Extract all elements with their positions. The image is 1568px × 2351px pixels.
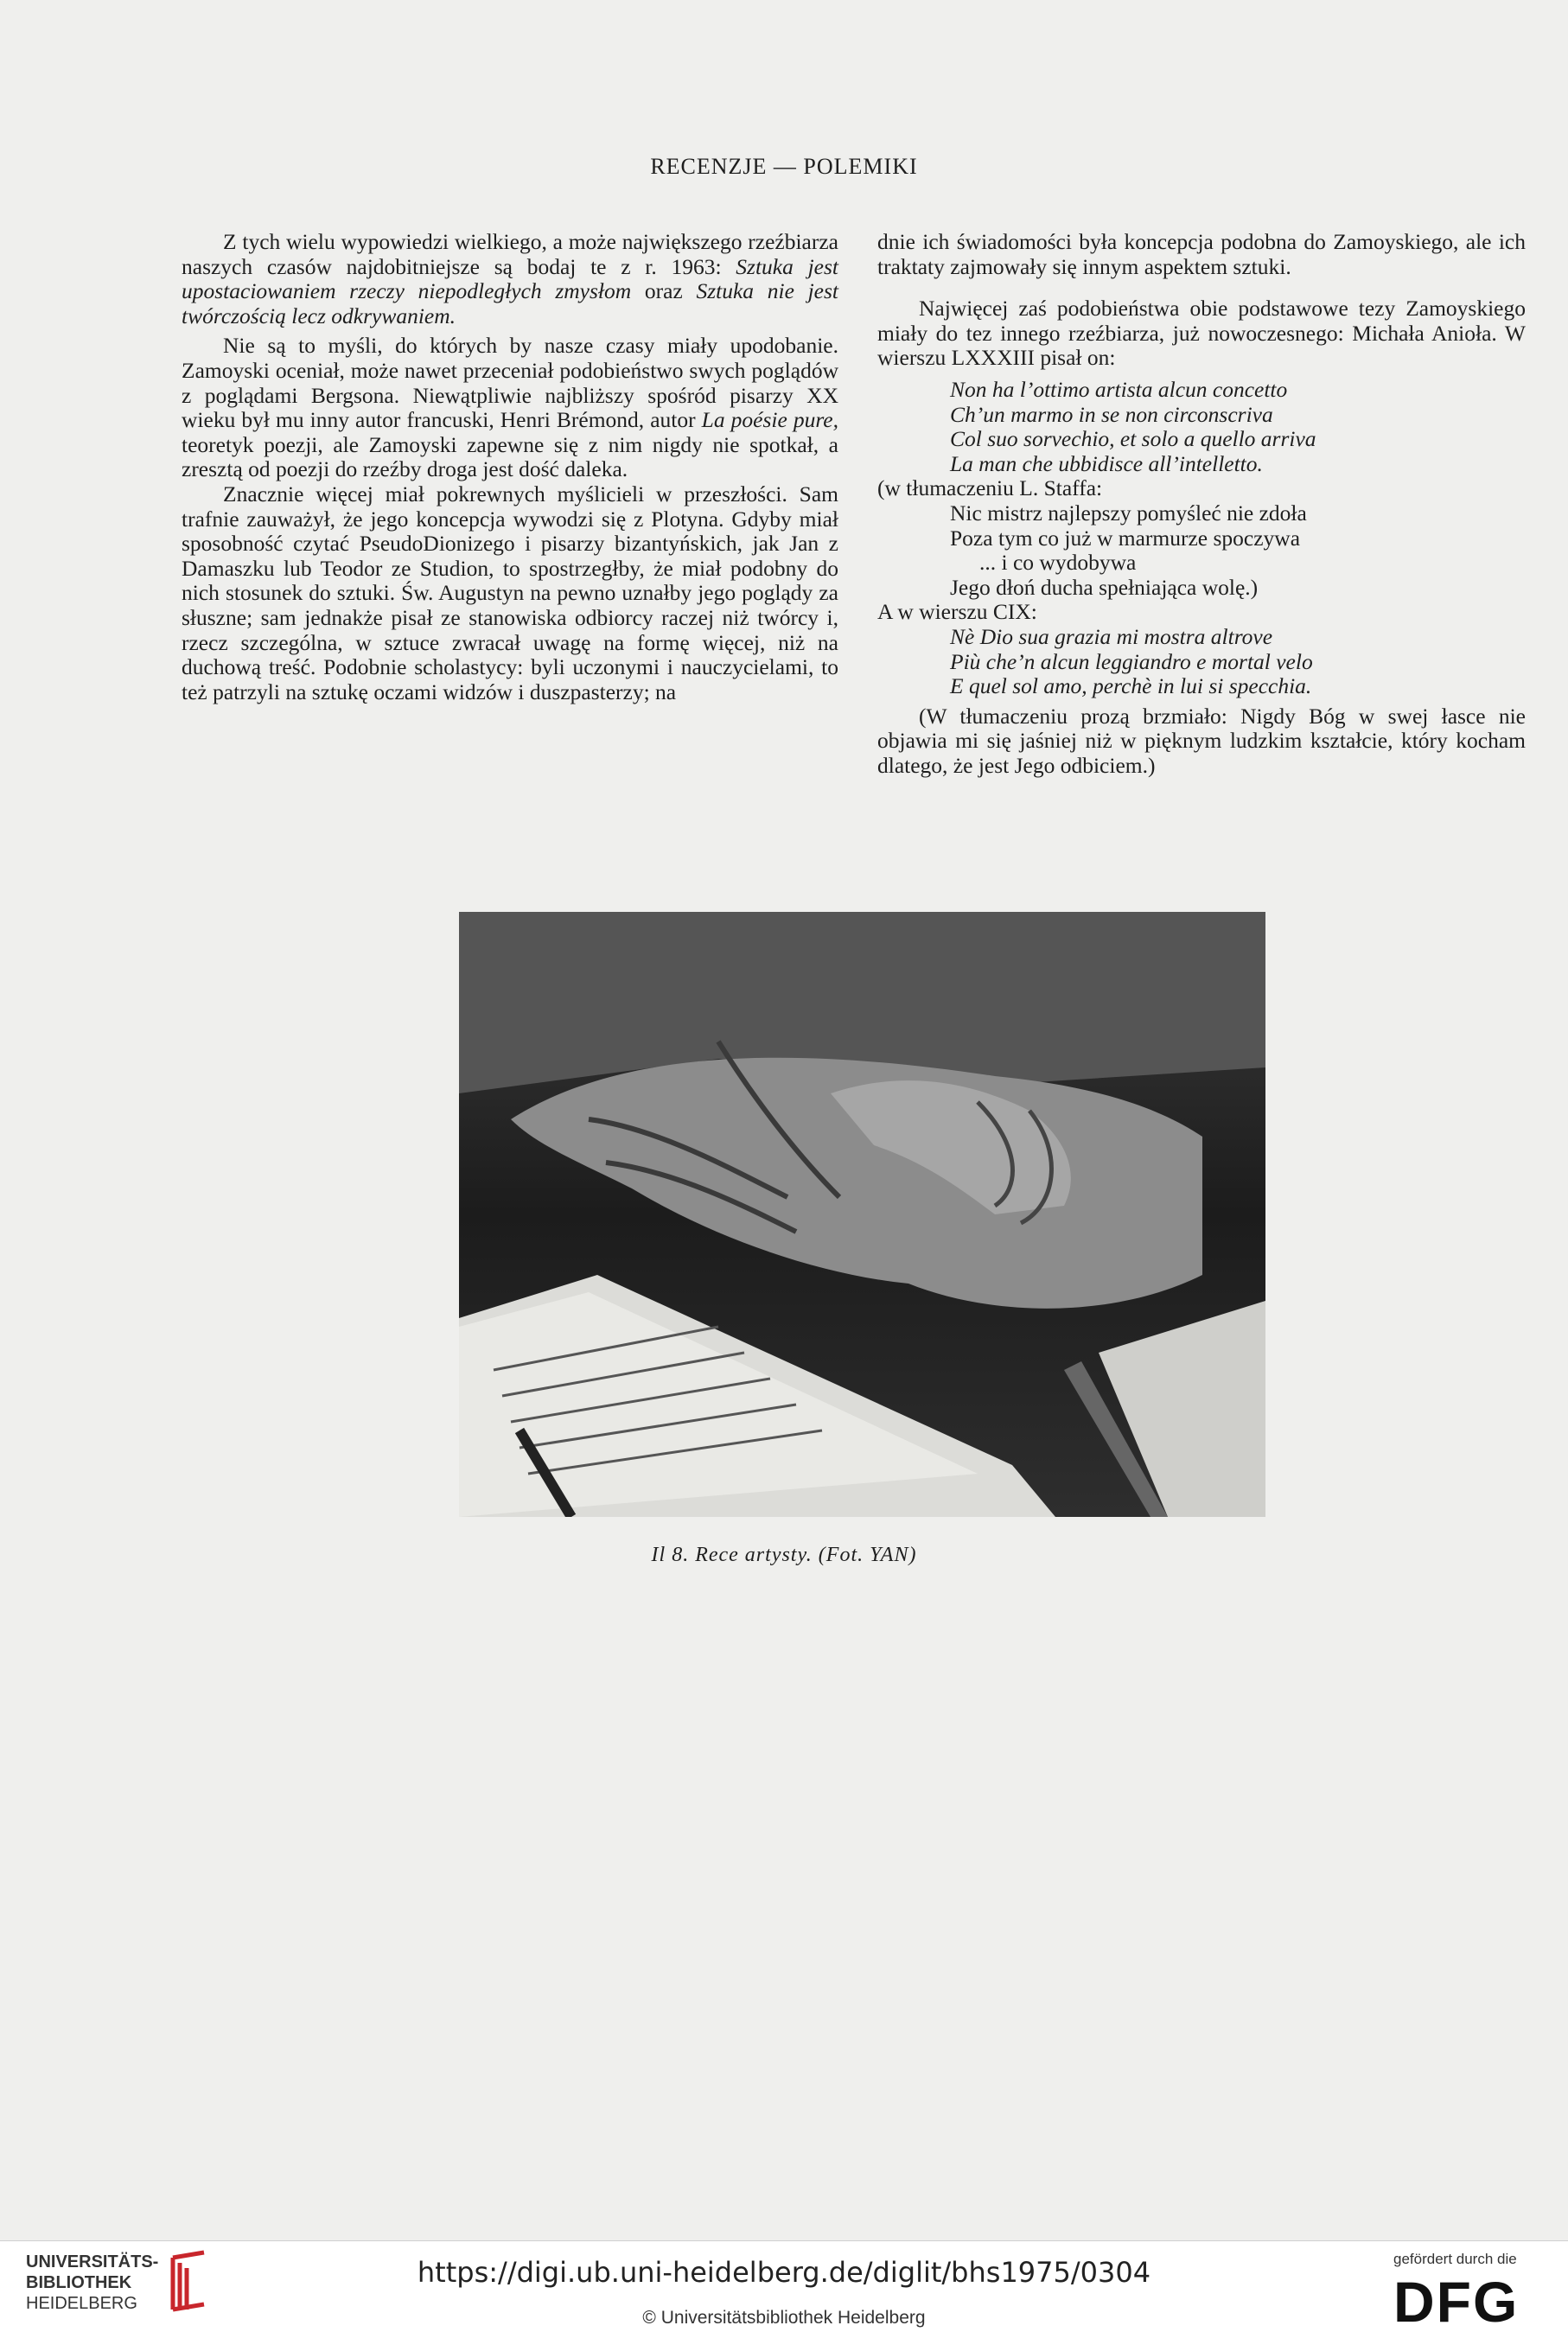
text-run: Znacznie więcej miał pokrewnych myślicieli w przeszłości. Sam trafnie zauważył, że jego koncepcja wywodzi się z Plotyna. Gdyby miał sposobność czytać PseudoDionizego i pisarzy bizantyńskich, jak Jan z Damaszku lub Teodor ze Studion, to spostrzegłby, że miał podobny do nich stosunek do sztuki. Św. Augustyn na pewno uznałby jego poglądy za słuszne; sam jednakże pisał ze stanowiska odbiorcy raczej niż twórcy i, rzecz szczególna, w sztuce zwracał uwagę na formę więcej, niż na duchową treść. Podobnie scholastycy: byli uczonymi i nauczycielami, to też patrzyli na sztukę oczami widzów i duszpasterzy; na [182, 481, 838, 704]
paragraph-left-1 [182, 230, 838, 328]
italic-quote: La poésie pure, [701, 407, 839, 433]
left-text-column [182, 230, 838, 704]
paragraph-right-last: (W tłumaczeniu prozą brzmiało: Nigdy Bóg w swej łasce nie objawia mi się jaśniej niż w pięknym ludzkim kształcie, który kocham dlatego, że jest Jego odbiciem.) [877, 703, 1526, 778]
verse-line: La man che ubbidisce all’intelletto. [950, 450, 1263, 476]
verse-line: Ch’un marmo in se non circonscriva [950, 401, 1273, 427]
translation-lead: (w tłumaczeniu L. Staffa: [877, 475, 1103, 501]
italian-verse-lxxxiii [877, 378, 1526, 476]
photo-of-artist-hands-icon [459, 912, 1265, 1517]
italian-verse-cix [877, 625, 1526, 699]
paragraph-right-1: dnie ich świadomości była koncepcja podobna do Zamoyskiego, ale ich traktaty zajmowały się innym aspektem sztuki. [877, 229, 1526, 279]
verse-line: Più che’n alcun leggiandro e mortal velo [950, 648, 1313, 674]
copyright-notice: © Universitätsbibliothek Heidelberg [642, 2308, 926, 2328]
paragraph-left-2 [182, 334, 838, 482]
library-name-line: UNIVERSITÄTS- [26, 2252, 159, 2271]
running-head: RECENZJE — POLEMIKI [650, 154, 918, 179]
verse-line: Col suo sorvechio, et solo a quello arriva [950, 426, 1316, 452]
dfg-logo[interactable]: DFG [1393, 2270, 1520, 2334]
text-run: Z tych wielu wypowiedzi wielkiego, a może największego rzeźbiarza naszych czasów najdobitniejsze są bodaj te z r. 1963: [182, 229, 838, 279]
verse-line: Nic mistrz najlepszy pomyśleć nie zdoła [950, 500, 1307, 526]
right-text-column [877, 230, 1526, 778]
verse-line: Nè Dio sua grazia mi mostra altrove [950, 623, 1273, 649]
italic-quote: Sztuka nie jest twórczością lecz odkrywaniem. [182, 278, 838, 328]
text-run: oraz [631, 278, 697, 304]
italic-quote: Sztuka jest upostaciowaniem rzeczy niepodległych zmysłom [182, 253, 838, 304]
polish-translation-verse [877, 501, 1526, 600]
verse-line: Non ha l’ottimo artista alcun concetto [950, 376, 1288, 402]
library-name-line: HEIDELBERG [26, 2294, 137, 2313]
library-name-line: BIBLIOTHEK [26, 2273, 132, 2292]
verse-line: E quel sol amo, perchè in lui si specchia. [950, 673, 1312, 699]
text-run: teoretyk poezji, ale Zamoyski zapewne się z nim nigdy nie spotkał, a zresztą od poezji do rzeźby droga jest dość daleka. [182, 431, 838, 482]
figure-caption: Il 8. Rece artysty. (Fot. YAN) [651, 1544, 917, 1566]
verse-line: Poza tym co już w marmurze spoczywa [950, 525, 1301, 551]
funder-note: gefördert durch die [1393, 2251, 1517, 2267]
verse-cix-lead: A w wierszu CIX: [877, 599, 1037, 625]
permalink-url[interactable]: https://digi.ub.uni-heidelberg.de/diglit/bhs1975/0304 [417, 2256, 1151, 2289]
verse-line: ... i co wydobywa [979, 550, 1137, 576]
text-run: Nie są to myśli, do których by nasze czasy miały upodobanie. Zamoyski oceniał, może nawet przeceniał podobieństwo swych poglądów z poglądami Bergsona. Niewątpliwie najbliższy spośród pisarzy XX wieku był mu inny autor francuski, Henri Brémond, autor [182, 333, 838, 433]
verse-line: Jego dłoń ducha spełniająca wolę.) [950, 574, 1259, 600]
paragraph-left-3 [182, 482, 838, 704]
paragraph-right-2: Najwięcej zaś podobieństwa obie podstawowe tezy Zamoyskiego miały do tez innego rzeźbiarza, już nowoczesnego: Michała Anioła. W wierszu LXXXIII pisał on: [877, 296, 1526, 371]
